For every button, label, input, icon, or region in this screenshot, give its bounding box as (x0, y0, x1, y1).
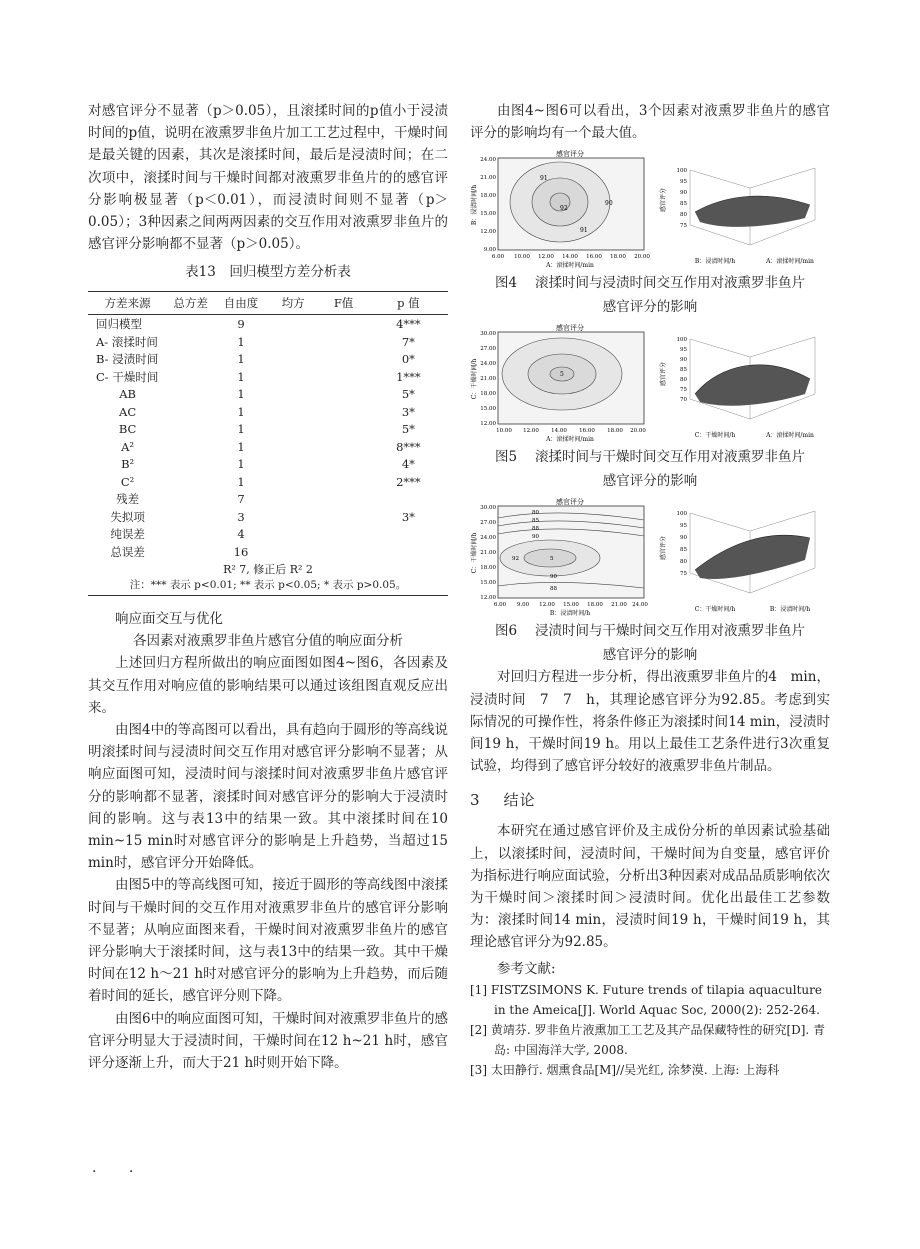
z-tick: 85 (680, 547, 687, 554)
section-3-heading (470, 789, 830, 810)
table-cell-p (369, 543, 448, 561)
fig5-caption-line2: 感官评分的影响 (602, 473, 698, 490)
fig4-contour-plot (470, 150, 650, 270)
fig4-surf-y-label: A：滚揉时间/min (766, 258, 814, 266)
references-title: 参考文献: (497, 960, 556, 977)
table-cell-p: 5* (401, 422, 415, 437)
contour-label: 88 (532, 526, 539, 533)
z-tick: 85 (680, 367, 687, 374)
table-cell-source: AC (119, 404, 137, 419)
fig5-caption-line1: 滚揉时间与干燥时间交互作用对液熏罗非鱼片 (535, 449, 806, 466)
fig6-caption-line2: 感官评分的影响 (602, 647, 698, 664)
z-tick: 100 (676, 337, 687, 344)
z-tick: 90 (680, 357, 687, 364)
table-cell-p (369, 490, 448, 508)
x-tick: 15.00 (563, 602, 579, 609)
reference-item: [3] 太田静行. 烟熏食品[M]//吴光红, 涂梦漠. 上海: 上海科 (470, 1062, 780, 1077)
y-tick: 30.00 (480, 505, 496, 512)
z-tick: 75 (680, 223, 687, 230)
z-tick: 80 (680, 212, 687, 219)
section-3-number: 3 (470, 791, 481, 810)
table-row (88, 455, 448, 473)
contour-label: 88 (550, 586, 557, 593)
fig4-surf-x-label: B：浸渍时间/h (694, 258, 736, 266)
y-tick: 18.00 (480, 391, 496, 398)
table-cell-p: 7* (401, 334, 415, 349)
table-row (88, 490, 448, 508)
table-row (88, 543, 448, 561)
table-cell-p: 3* (401, 404, 415, 419)
table-cell-source: 残差 (116, 492, 140, 507)
fig5-contour-plot (470, 324, 650, 444)
fig6-surf-y-label: B：浸渍时间/h (769, 606, 811, 614)
fig5-surface-plot (655, 324, 830, 444)
reference-item: [2] 黄靖芬. 罗非鱼片液熏加工工艺及其产品保藏特性的研究[D]. 青岛: 中国海洋大学, 2008. (470, 1022, 826, 1057)
x-tick: 9.00 (516, 602, 530, 609)
fig6-y-axis-label: C：干燥时间/h (471, 533, 478, 574)
y-tick: 30.00 (480, 331, 496, 338)
table-cell-df: 1 (237, 422, 245, 437)
y-tick: 21.00 (480, 175, 496, 182)
paragraph-fig6: 由图6中的响应面图可知，干燥时间对液熏罗非鱼片的感官评分明显大于浸渍时间，干燥时间在12 h~21 h时，感官评分逐渐上升，而大于21 h时则开始下降。 (88, 1010, 448, 1071)
fig6-surface-plot (655, 498, 830, 618)
contour-label: 92 (512, 556, 519, 563)
x-tick: 12.00 (538, 254, 554, 261)
z-tick: 80 (680, 559, 687, 566)
fig6-number: 图6 (494, 623, 518, 640)
fig5-y-axis-label: C：干燥时间/h (471, 359, 478, 400)
fig5-caption (470, 446, 830, 468)
table-cell-source: 回归模型 (96, 317, 142, 332)
table-cell-df: 1 (237, 439, 245, 454)
x-tick: 16.00 (579, 428, 595, 435)
y-tick: 12.00 (480, 229, 496, 236)
table-row (88, 560, 448, 578)
x-tick: 21.00 (611, 602, 627, 609)
contour-label: 92 (560, 205, 568, 213)
fig5-surf-y-label: A：滚揉时间/min (766, 432, 814, 440)
figure-4 (470, 150, 830, 270)
table-cell-p: 4* (401, 457, 415, 472)
x-tick: 10.00 (496, 428, 512, 435)
table-cell-p: 4*** (396, 317, 421, 332)
contour-label: 90 (605, 200, 613, 208)
table-title: 表13 回归模型方差分析表 (185, 264, 351, 281)
paragraph-fig5: 由图5中的等高线图可知，接近于圆形的等高线图中滚揉时间与干燥时间的交互作用对液熏罗非鱼片的感官评分影响不显著；从响应面图来看，干燥时间对液熏罗非鱼片的感官评分影响大于滚揉时间，这与表13中的结果一致。其中干燥时间在12 h～21 h时对感官评分的影响为上升趋势，而后随着时间的延长，感官评分则下降。 (88, 877, 448, 1005)
table-cell-p: 8*** (396, 439, 421, 454)
figure-5 (470, 324, 830, 444)
y-tick: 15.00 (480, 211, 496, 218)
table-cell-df: 1 (237, 474, 245, 489)
z-tick: 100 (676, 168, 687, 175)
table-row (88, 368, 448, 386)
page-footer: . . (92, 1160, 148, 1176)
left-column (88, 100, 448, 1074)
fig6-contour-title: 感官评分 (556, 498, 584, 507)
x-tick: 12.00 (523, 428, 539, 435)
z-tick: 95 (680, 523, 687, 530)
paragraph-intro: 上述回归方程所做出的响应面图如图4~图6，各因素及其交互作用对响应值的影响结果可以通过该组图直观反应出来。 (88, 655, 448, 716)
x-tick: 20.00 (634, 254, 650, 261)
table-row (88, 333, 448, 351)
z-tick: 90 (680, 535, 687, 542)
table-cell-df: 1 (237, 387, 245, 402)
table-cell-source: 总误差 (110, 544, 145, 559)
table-cell-df: 4 (237, 527, 245, 542)
table-cell-source: C- 干燥时间 (96, 369, 159, 384)
section-3-title: 结论 (503, 791, 536, 810)
contour-label: 5 (560, 371, 564, 379)
fig6-contour-plot (470, 498, 650, 618)
table-header-row (88, 292, 448, 315)
table-cell-p: 2*** (396, 474, 421, 489)
table-row (88, 525, 448, 543)
table-header: 方差来源 (88, 292, 167, 315)
y-tick: 15.00 (480, 406, 496, 413)
x-tick: 24.00 (632, 602, 648, 609)
table-row (88, 385, 448, 403)
table-cell-df: 16 (233, 544, 249, 559)
z-tick: 75 (680, 571, 687, 578)
z-tick: 100 (676, 511, 687, 518)
y-tick: 24.00 (480, 361, 496, 368)
fig5-z-axis-label: 感官评分 (660, 362, 667, 387)
table-cell-df: 1 (237, 334, 245, 349)
table-cell-p: 0* (401, 352, 415, 367)
table-r2-line: R² 7, 修正后 R² 2 (223, 563, 313, 577)
figure-6 (470, 498, 830, 618)
table-cell-source: B² (121, 457, 135, 472)
fig4-contour-title: 感官评分 (556, 150, 584, 159)
paragraph-conclusion: 本研究在通过感官评价及主成份分析的单因素试验基础上，以滚揉时间，浸渍时间，干燥时间为自变量，感官评价为指标进行响应面试验，分析出3种因素对成品品质影响依次为干燥时间＞滚揉时间＞浸渍时间。优化出最佳工艺参数为：滚揉时间14 min，浸渍时间19 h，干燥时间19 h，其理论感官评分为92.85。 (470, 823, 830, 951)
y-tick: 18.00 (480, 193, 496, 200)
fig4-y-axis-label: B：浸渍时间/h (471, 185, 478, 226)
contour-label: 5 (550, 556, 554, 563)
x-tick: 6.00 (493, 602, 507, 609)
table-cell-df: 1 (237, 457, 245, 472)
x-tick: 18.00 (610, 254, 626, 261)
paragraph-anova-summary: 对感官评分不显著（p＞0.05），且滚揉时间的p值小于浸渍时间的p值，说明在液熏罗非鱼片加工工艺过程中，干燥时间是最关键的因素，其次是滚揉时间，最后是浸渍时间；在二次项中，滚揉时间与干燥时间都对液熏罗非鱼片的的感官评分影响极显著（p＜0.01），而浸渍时间则不显著（p＞0.05）；3种因素之间两两因素的交互作用对液熏罗非鱼片的感官评分影响都不显著（p＞0.05）。 (88, 103, 448, 253)
table-cell-df: 1 (237, 404, 245, 419)
fig4-z-axis-label: 感官评分 (660, 188, 667, 213)
x-tick: 18.00 (607, 428, 623, 435)
fig5-surf-x-label: C：干燥时间/h (694, 432, 736, 440)
y-tick: 9.00 (483, 247, 496, 254)
table-row (88, 420, 448, 438)
fig4-caption-line2: 感官评分的影响 (602, 299, 698, 316)
x-tick: 6.00 (491, 254, 505, 261)
y-tick: 27.00 (480, 346, 496, 353)
z-tick: 70 (680, 397, 687, 404)
z-tick: 95 (680, 179, 687, 186)
y-tick: 21.00 (480, 376, 496, 383)
table-row (88, 508, 448, 526)
y-tick: 27.00 (480, 520, 496, 527)
fig5-contour-title: 感官评分 (556, 324, 584, 333)
table-cell-source: 纯误差 (110, 527, 145, 542)
y-tick: 24.00 (480, 535, 496, 542)
table-cell-source: BC (118, 422, 137, 437)
table-row (88, 350, 448, 368)
paragraph-fig4: 由图4中的等高图可以看出，具有趋向于圆形的等高线说明滚揉时间与浸渍时间交互作用对感官评分影响不显著；从响应面图可知，浸渍时间与滚揉时间对液熏罗非鱼片感官评分的影响都不显著，滚揉时间对感官评分的影响大于浸渍时间的影响。这与表13中的结果一致。其中滚揉时间在10 min~15 min时对感官评分的影响是上升趋势，当超过15 min时，感官评分开始降低。 (88, 721, 448, 872)
z-tick: 95 (680, 347, 687, 354)
table-cell-p: 3* (401, 509, 415, 524)
table-cell-source: A- 滚揉时间 (96, 334, 158, 349)
fig4-number: 图4 (494, 275, 518, 292)
table-cell-source: AB (119, 387, 136, 402)
table-row (88, 315, 448, 333)
x-tick: 14.00 (562, 254, 578, 261)
paragraph-figures-intro: 由图4~图6可以看出，3个因素对液熏罗非鱼片的感官评分的影响均有一个最大值。 (470, 103, 830, 142)
z-tick: 80 (680, 377, 687, 384)
table-cell-df: 9 (237, 317, 245, 332)
x-tick: 10.00 (514, 254, 530, 261)
y-tick: 12.00 (480, 595, 496, 602)
contour-label: 85 (532, 518, 539, 525)
fig6-x-axis-label: B：浸渍时间/h (549, 610, 591, 618)
x-tick: 14.00 (551, 428, 567, 435)
table-row (88, 403, 448, 421)
y-tick: 24.00 (480, 157, 496, 164)
y-tick: 12.00 (480, 421, 496, 428)
table-header: 均方 (268, 292, 318, 315)
section-heading-1: 响应面交互与优化 (115, 610, 223, 627)
fig4-surface-plot (655, 150, 830, 270)
paragraph-optimization: 对回归方程进一步分析，得出液熏罗非鱼片的4 min，浸渍时间 7 7 h，其理论感官评分为92.85。考虑到实际情况的可操作性，将条件修正为滚揉时间14 min，浸渍时间19 h，干燥时间19 h。用以上最佳工艺条件进行3次重复试验，均得到了感官评分较好的液熏罗非鱼片制品。 (470, 669, 830, 775)
table-cell-source: 失拟项 (110, 509, 145, 524)
contour-label: 90 (550, 574, 557, 581)
x-tick: 16.00 (586, 254, 602, 261)
fig6-caption-line1: 浸渍时间与干燥时间交互作用对液熏罗非鱼片 (535, 623, 806, 640)
z-tick: 75 (680, 387, 687, 394)
table-cell-source: C² (120, 474, 135, 489)
table-header: 总方差 (167, 292, 214, 315)
fig4-caption-line1: 滚揉时间与浸渍时间交互作用对液熏罗非鱼片 (535, 275, 806, 292)
z-tick: 90 (680, 190, 687, 197)
x-tick: 20.00 (630, 428, 646, 435)
table-cell-df: 7 (237, 492, 245, 507)
reference-item: [1] FISTZSIMONS K. Future trends of tilapia aquaculture in the Ameica[J]. World Aquac Soc, 2000(2): 252-264. (470, 982, 822, 1017)
fig6-z-axis-label: 感官评分 (660, 536, 667, 561)
table-cell-source: A² (121, 439, 135, 454)
table-header: p 值 (369, 292, 448, 315)
table-note: 注：*** 表示 p<0.01; ** 表示 p<0.05; * 表示 p>0.05。 (88, 578, 448, 596)
table-header: 自由度 (214, 292, 268, 315)
right-column (470, 100, 830, 1080)
x-tick: 18.00 (587, 602, 603, 609)
y-tick: 18.00 (480, 565, 496, 572)
y-tick: 15.00 (480, 580, 496, 587)
fig6-caption (470, 620, 830, 642)
fig6-surf-x-label: C：干燥时间/h (694, 606, 736, 614)
table-cell-source: B- 浸渍时间 (96, 352, 159, 367)
table-cell-p (369, 525, 448, 543)
table-cell-p: 1*** (396, 369, 421, 384)
table-header: F值 (318, 292, 368, 315)
contour-label: 90 (532, 534, 539, 541)
fig4-caption (470, 272, 830, 294)
anova-table (88, 291, 448, 578)
z-tick: 85 (680, 201, 687, 208)
fig5-number: 图5 (494, 449, 518, 466)
table-cell-df: 3 (237, 509, 245, 524)
y-tick: 21.00 (480, 550, 496, 557)
contour-label: 91 (540, 175, 548, 183)
table-row (88, 473, 448, 491)
table-cell-df: 1 (237, 352, 245, 367)
contour-label: 91 (580, 227, 588, 235)
x-tick: 12.00 (539, 602, 555, 609)
table-cell-p: 5* (401, 387, 415, 402)
fig4-x-axis-label: A：滚揉时间/min (546, 262, 594, 270)
table-row (88, 438, 448, 456)
fig5-x-axis-label: A：滚揉时间/min (546, 436, 594, 444)
section-heading-2: 各因素对液熏罗非鱼片感官分值的响应面分析 (133, 633, 403, 650)
contour-label: 80 (532, 510, 539, 517)
table-cell-df: 1 (237, 369, 245, 384)
